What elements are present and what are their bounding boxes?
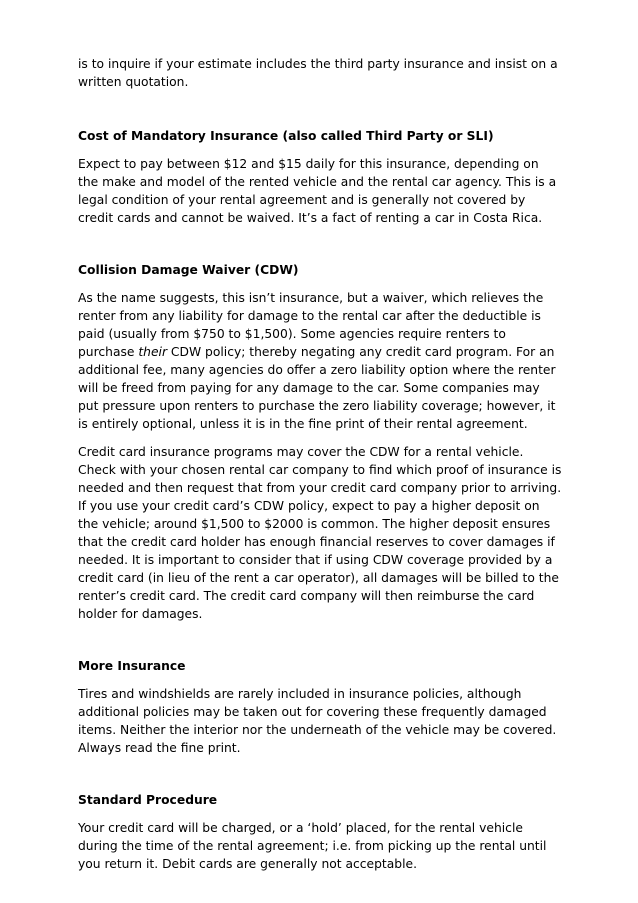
section-paragraph: Credit card insurance programs may cover the CDW for a rental vehicle. Check with your chosen rental car company to find which proof of insurance is needed and then request that from your credit card company prior to arriving. If you use your credit card’s CDW policy, expect to pay a higher deposit on the vehicle; around $1,500 to $2000 is common. The higher deposit ensures that the credit card holder has enough financial reserves to cover damages if needed. It is important to consider that if using CDW coverage provided by a credit card (in lieu of the rent a car operator), all damages will be billed to the renter’s credit card. The credit card company will then reimburse the card holder for damages. [78, 445, 562, 621]
section-paragraph [78, 289, 562, 433]
section-mandatory-insurance [78, 127, 562, 227]
section-collision-damage-waiver [78, 261, 562, 623]
section-standard-procedure [78, 791, 562, 873]
section-more-insurance [78, 657, 562, 757]
section-paragraph: Tires and windshields are rarely included in insurance policies, although additional policies may be taken out for covering these frequently damaged items. Neither the interior nor the underneath of the vehicle may be covered. Always read the fine print. [78, 687, 557, 755]
emphasis-text: their [138, 345, 168, 359]
section-heading: Standard Procedure [78, 793, 218, 807]
paragraph-text: CDW policy; thereby negating any credit card program. For an additional fee, many agencies do offer a zero liability option where the renter will be freed from paying for any damage to the car. Some companies may put pressure upon renters to purchase the zero liability coverage; however, it is entirely optional, unless it is in the fine print of their rental agreement. [78, 345, 556, 431]
intro-paragraph: is to inquire if your estimate includes the third party insurance and insist on a written quotation. [78, 57, 558, 89]
section-paragraph: Your credit card will be charged, or a ‘hold’ placed, for the rental vehicle during the time of the rental agreement; i.e. from picking up the rental until you return it. Debit cards are generally not acceptable. [78, 821, 547, 871]
section-heading: More Insurance [78, 659, 186, 673]
section-heading: Collision Damage Waiver (CDW) [78, 263, 299, 277]
document-page [78, 55, 562, 873]
section-heading: Cost of Mandatory Insurance (also called Third Party or SLI) [78, 129, 494, 143]
section-paragraph: Expect to pay between $12 and $15 daily for this insurance, depending on the make and model of the rented vehicle and the rental car agency. This is a legal condition of your rental agreement and is generally not covered by credit cards and cannot be waived. It’s a fact of renting a car in Costa Rica. [78, 157, 557, 225]
paragraph-text: As the name suggests, this isn’t insurance, but a waiver, which relieves the renter from any liability for damage to the rental car after the deductible is paid (usually from $750 to $1,500). Some agencies require renters to purchase [78, 291, 544, 359]
